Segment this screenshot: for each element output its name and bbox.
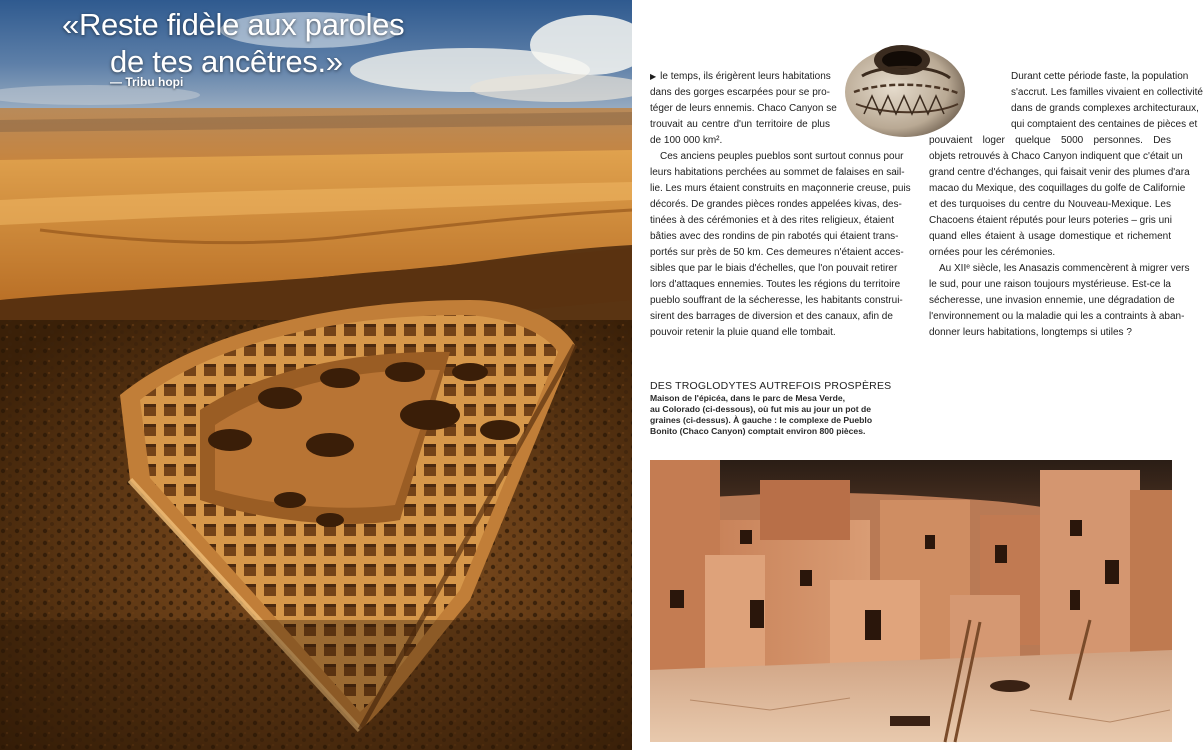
text-line: téger de leurs ennemis. Chaco Canyon se (650, 103, 837, 114)
text-line: bâties avec des rondins de pin rabotés qui étaient trans- (650, 231, 899, 242)
text-column-2 (929, 69, 1203, 341)
text-line: donner leurs habitations, longtemps si utiles ? (929, 327, 1132, 338)
text-line: Durant cette période faste, la population (1011, 71, 1189, 82)
pull-quote (62, 6, 582, 80)
text-line: trouvait au centre d'un territoire de plus (650, 119, 830, 130)
text-line: lors d'attaques ennemies. Toutes les régions du territoire (650, 279, 901, 290)
text-line: quand elles étaient à usage domestique et richement (929, 231, 1171, 242)
quote-line-2: de tes ancêtres.» (110, 44, 343, 79)
text-line: décorés. De grandes pièces rondes appelées kivas, des- (650, 199, 902, 210)
text-line: macao du Mexique, des coquillages du golfe de Californie (929, 183, 1186, 194)
caption-line: au Colorado (ci-dessous), où fut mis au jour un pot de (650, 404, 872, 414)
text-line: et des turquoises du centre du Nouveau-Mexique. Les (929, 199, 1171, 210)
caption-line: graines (ci-dessus). À gauche : le complexe de Pueblo (650, 415, 873, 425)
text-column-1 (650, 69, 911, 341)
caption-line: Maison de l'épicéa, dans le parc de Mesa Verde, (650, 393, 846, 403)
text-line: pouvoir retenir la pluie quand elle tombait. (650, 327, 836, 338)
text-line: objets retrouvés à Chaco Canyon indiquent que c'était un (929, 151, 1183, 162)
text-line: Ces anciens peuples pueblos sont surtout connus pour (660, 151, 904, 162)
spruce-tree-house-photo (650, 460, 1172, 742)
text-line: pouvaient loger quelque 5000 personnes. Des (929, 135, 1171, 146)
text-line: pueblo souffrant de la sécheresse, les habitants construi- (650, 295, 903, 306)
text-line (650, 69, 830, 85)
text-line: sirent des barrages de diversion et des canaux, afin de (650, 311, 893, 322)
text-line: Au XIIᵉ siècle, les Anasazis commencèrent à migrer vers (939, 263, 1190, 274)
text-line: l'environnement ou la maladie qui les a contraints à aban- (929, 311, 1185, 322)
text-line: qui comptaient des centaines de pièces et (1011, 119, 1198, 130)
text-line: Chacoens étaient réputés pour leurs poteries – gris uni (929, 215, 1172, 226)
quote-line-1: «Reste fidèle aux paroles (62, 7, 405, 42)
text-line: de 100 000 km². (650, 135, 723, 146)
caption-line: Bonito (Chaco Canyon) comptait environ 800 pièces. (650, 426, 866, 436)
text-line: leurs habitations perchées au sommet de falaises en sail- (650, 167, 905, 178)
text-line: s'accrut. Les familles vivaient en collectivité (1011, 87, 1203, 98)
quote-attribution: — Tribu hopi (110, 75, 184, 89)
text-line: sibles que par le biais d'échelles, que l'on pouvait retirer (650, 263, 898, 274)
text-line: sécheresse, une invasion ennemie, une dégradation de (929, 295, 1175, 306)
caption-body (650, 393, 880, 437)
text-line: dans de grands complexes architecturaux, (1011, 103, 1199, 114)
text-line: ornées pour les cérémonies. (929, 247, 1056, 258)
text-line: grand centre d'échanges, qui faisait venir des plumes d'ara (929, 167, 1190, 178)
spruce-tree-house-illustration (650, 460, 1172, 742)
text-line: portés sur près de 50 km. Ces demeures n'étaient acces- (650, 247, 904, 258)
continuation-arrow-icon: ▶ (650, 72, 657, 81)
right-page (632, 0, 1203, 750)
text-line: le sud, pour une raison toujours mystérieuse. Est-ce la (929, 279, 1171, 290)
text-line: dans des gorges escarpées pour se pro- (650, 87, 830, 98)
caption-title: DES TROGLODYTES AUTREFOIS PROSPÈRES (650, 380, 892, 392)
text-line: lie. Les murs étaient construits en maçonnerie creuse, puis (650, 183, 911, 194)
text-line: tinées à des cérémonies et à des rites religieux, étaient (650, 215, 895, 226)
text-line-content: le temps, ils érigèrent leurs habitations (660, 71, 831, 82)
